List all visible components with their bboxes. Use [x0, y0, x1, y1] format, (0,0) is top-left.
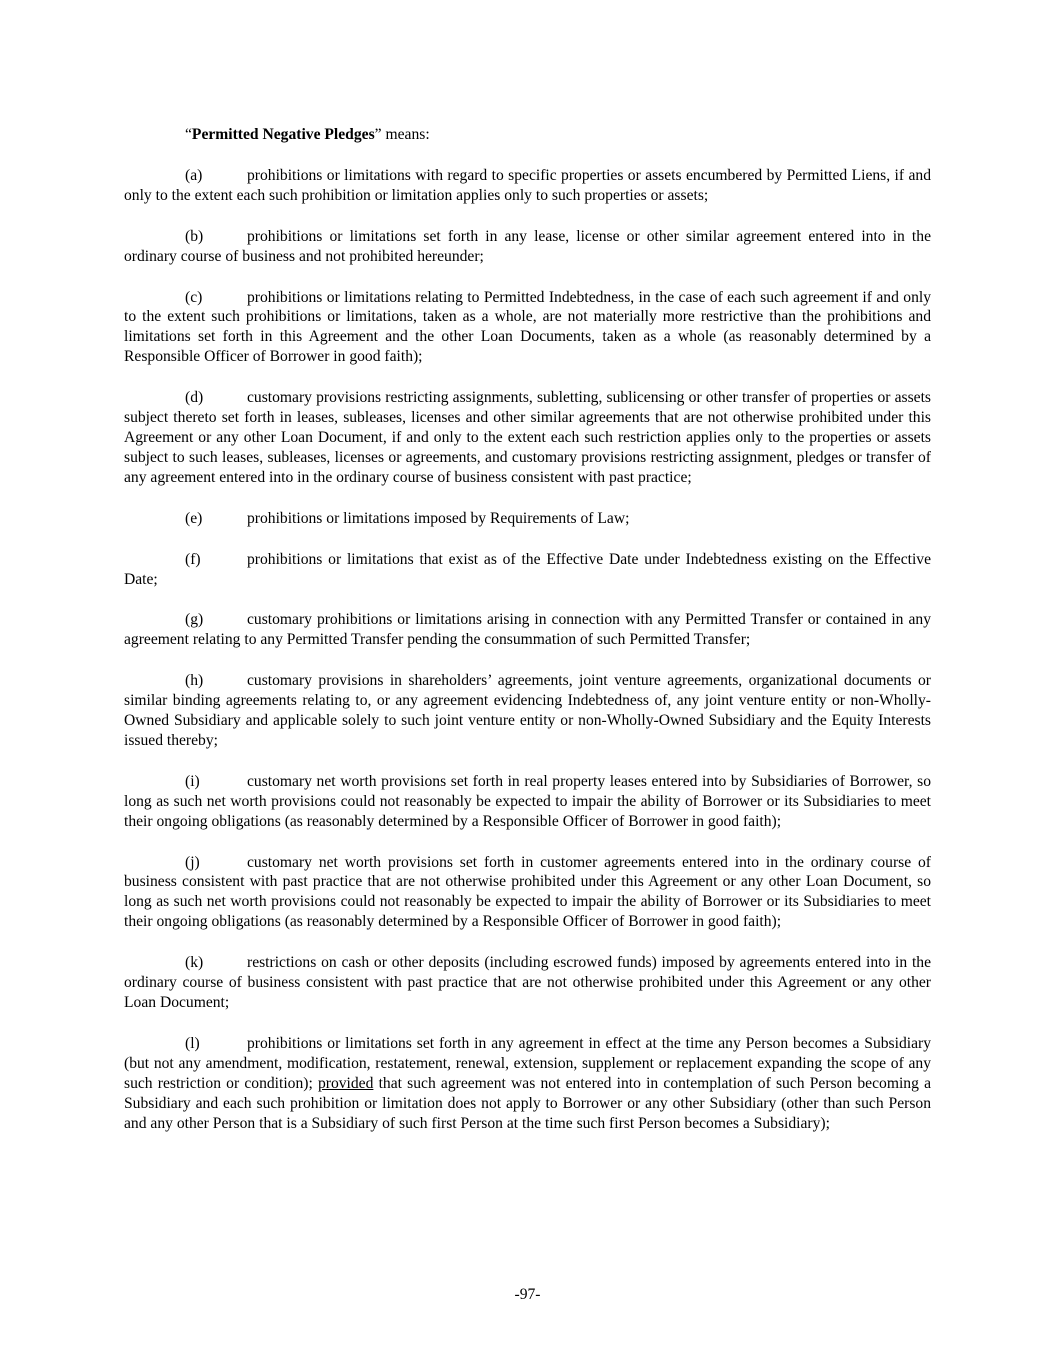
clause-text: restrictions on cash or other deposits (including escrowed funds) imposed by agreements entered into in the ordinary course of business consistent with past practice that are not otherwise prohibited under this Agreement or any other Loan Document;: [124, 954, 931, 1011]
definition-heading: [124, 125, 931, 145]
clause-text-before: prohibitions or limitations set forth in any agreement in effect at the time any Person becomes a Subsidiary (but not any amendment, modification, restatement, renewal, extension, supplement or replacement expanding the scope of any such restriction or condition);: [124, 1034, 931, 1092]
clause-l: [124, 1034, 931, 1134]
clause-text-after: that such agreement was not entered into in contemplation of such Person becoming a Subsidiary and each such prohibition or limitation does not apply to Borrower or any other Subsidiary (other than such Person and any other Person that is a Subsidiary of such first Person at the time such first Person becomes a Subsidiary);: [124, 1074, 931, 1132]
page-number: -97-: [514, 1286, 541, 1303]
clause-label: (g): [185, 611, 204, 629]
clause-label: (e): [185, 509, 203, 527]
clause-c: [124, 288, 931, 368]
clause-text: customary prohibitions or limitations arising in connection with any Permitted Transfer or contained in any agreement relating to any Permitted Transfer pending the consummation of such Permitted Transfer;: [124, 611, 931, 649]
clause-k: [124, 953, 931, 1013]
provided-underlined: provided: [317, 1074, 374, 1092]
clause-label: (a): [185, 166, 203, 184]
clause-text: prohibitions or limitations relating to Permitted Indebtedness, in the case of each such agreement if and only to the extent such prohibitions or limitations, taken as a whole, are not materially more restrictive than the prohibitions and limitations set forth in this Agreement and the other Loan Documents, taken as a whole (as reasonably determined by a Responsible Officer of Borrower in good faith);: [124, 288, 931, 366]
clause-label: (j): [185, 853, 200, 871]
clause-g: [124, 610, 931, 650]
clause-label: (l): [185, 1034, 200, 1052]
clause-label: (f): [185, 550, 201, 568]
clause-text: customary provisions restricting assignments, subletting, sublicensing or other transfer of properties or assets subject thereto set forth in leases, subleases, licenses and other similar agreements that are not otherwise prohibited under this Agreement or any other Loan Document, if and only to the extent each such restriction applies only to the properties or assets subject to such leases, subleases, licenses or agreements, and customary provisions restricting assignment, pledges or transfer of any agreement entered into in the ordinary course of business consistent with past practice;: [124, 389, 931, 486]
clause-f: [124, 550, 931, 590]
clause-d: [124, 388, 931, 488]
clause-text: customary net worth provisions set forth in real property leases entered into by Subsidiaries of Borrower, so long as such net worth provisions could not reasonably be expected to impair the ability of Borrower or its Subsidiaries to meet their ongoing obligations (as reasonably determined by a Responsible Officer of Borrower in good faith);: [124, 772, 931, 830]
clause-label: (k): [185, 954, 204, 972]
clause-text: prohibitions or limitations imposed by Requirements of Law;: [247, 509, 630, 527]
clause-text: prohibitions or limitations set forth in any lease, license or other similar agreement entered into in the ordinary course of business and not prohibited hereunder;: [124, 227, 931, 265]
clause-label: (d): [185, 389, 204, 407]
close-quote: ”: [374, 126, 382, 143]
clause-label: (i): [185, 772, 200, 790]
clause-label: (c): [185, 288, 203, 306]
definition-suffix: means:: [381, 126, 430, 143]
clause-text: prohibitions or limitations that exist as of the Effective Date under Indebtedness existing on the Effective Date;: [124, 550, 931, 588]
clause-label: (b): [185, 227, 204, 245]
clause-text: prohibitions or limitations with regard to specific properties or assets encumbered by Permitted Liens, if and only to the extent each such prohibition or limitation applies only to such properties or assets;: [124, 166, 931, 204]
open-quote: “: [185, 126, 192, 143]
clause-label: (h): [185, 672, 204, 690]
document-page: [124, 125, 931, 1133]
clause-b: [124, 227, 931, 267]
defined-term: Permitted Negative Pledges: [191, 126, 375, 143]
clause-j: [124, 853, 931, 933]
clause-h: [124, 671, 931, 751]
clause-e: [124, 509, 931, 529]
clause-a: [124, 166, 931, 206]
clause-text: customary net worth provisions set forth in customer agreements entered into in the ordinary course of business consistent with past practice that are not otherwise prohibited under this Agreement or any other Loan Document, so long as such net worth provisions could not reasonably be expected to impair the ability of Borrower or its Subsidiaries to meet their ongoing obligations (as reasonably determined by a Responsible Officer of Borrower in good faith);: [124, 853, 931, 931]
clause-text: customary provisions in shareholders’ agreements, joint venture agreements, organizational documents or similar binding agreements relating to, or any agreement evidencing Indebtedness of, any joint venture entity or non-Wholly-Owned Subsidiary and applicable solely to such joint venture entity or non-Wholly-Owned Subsidiary and the Equity Interests issued thereby;: [124, 672, 931, 749]
clause-i: [124, 772, 931, 832]
